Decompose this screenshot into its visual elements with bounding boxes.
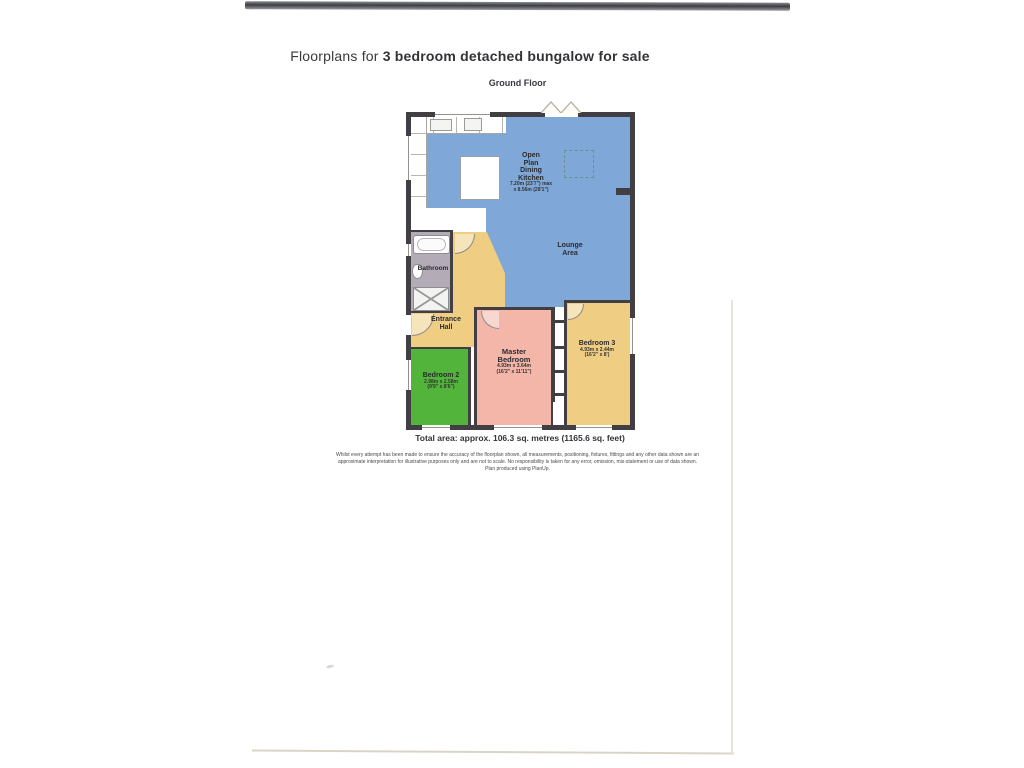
page-bottom-edge — [252, 750, 734, 755]
label-open-plan — [501, 152, 561, 194]
bedroom2-side-window — [406, 360, 411, 390]
kitchen-side-window — [406, 136, 411, 180]
disclaimer-line-2: approximate interpretation for illustrative purposes only and are not to scale. No responsibility is taken for any error, omission, mis-statement or use of data shown. — [337, 459, 698, 465]
label-line: Open — [522, 152, 540, 159]
label-line: Kitchen — [518, 174, 544, 182]
scan-smudge — [326, 664, 335, 669]
label-line: Bedroom 3 — [578, 340, 616, 347]
page-title — [250, 48, 690, 64]
label-dims: (9'9" x 8'6") — [427, 384, 455, 391]
label-dims: 2.98m x 2.58m — [424, 378, 458, 385]
disclaimer-line-3: Plan produced using PlanUp. — [485, 466, 550, 472]
label-line: Plan — [523, 159, 539, 167]
floor-label: Ground Floor — [488, 78, 547, 88]
label-dims: 4.93m x 3.64m — [497, 363, 531, 370]
label-line: Dining — [520, 167, 542, 175]
disclaimer-line-1: Whilst every attempt has been made to ensure the accuracy of the floorplan shown, all measurements, positioning, fixtures, fittings and any other data shown are an — [336, 452, 699, 458]
bedroom3-side-window — [630, 318, 635, 354]
floorplan — [406, 112, 635, 430]
label-bathroom — [411, 265, 455, 272]
label-dims: x 8.56m (28'1") — [513, 186, 549, 193]
label-dims: (16'2" x 8') — [584, 352, 610, 359]
label-line: Hall — [439, 323, 453, 331]
page-right-edge — [731, 300, 733, 754]
label-dims: 7.20m (23'7") max — [509, 181, 553, 188]
french-doors-icon — [540, 101, 583, 113]
label-dims: (16'2" x 11'11") — [496, 368, 532, 375]
label-line: Bathroom — [417, 265, 449, 272]
label-lounge — [540, 242, 600, 257]
label-entrance-hall — [422, 316, 470, 331]
scan-edge-strip — [245, 1, 790, 10]
label-line: Entrance — [431, 316, 461, 323]
label-line: Area — [562, 249, 578, 257]
bedroom2-window — [422, 425, 450, 430]
label-bedroom2 — [413, 372, 469, 391]
master-window — [494, 425, 542, 430]
bedroom3-window — [576, 425, 612, 430]
bathroom-window — [406, 244, 411, 256]
label-line: Lounge — [557, 242, 583, 249]
label-line: Bedroom — [497, 355, 531, 365]
label-line: Bedroom 2 — [422, 372, 460, 379]
title-prefix: Floorplans for — [290, 48, 383, 64]
label-dims: 4.93m x 2.44m — [580, 346, 614, 353]
label-line: Master — [501, 347, 527, 356]
total-area: Total area: approx. 106.3 sq. metres (1165.6 sq. feet) — [415, 433, 625, 443]
label-bedroom3 — [566, 340, 628, 359]
title-emphasis: 3 bedroom detached bungalow for sale — [382, 48, 650, 64]
front-door-opening — [406, 315, 411, 335]
label-master-bedroom — [481, 348, 547, 376]
kitchen-window — [435, 112, 490, 117]
